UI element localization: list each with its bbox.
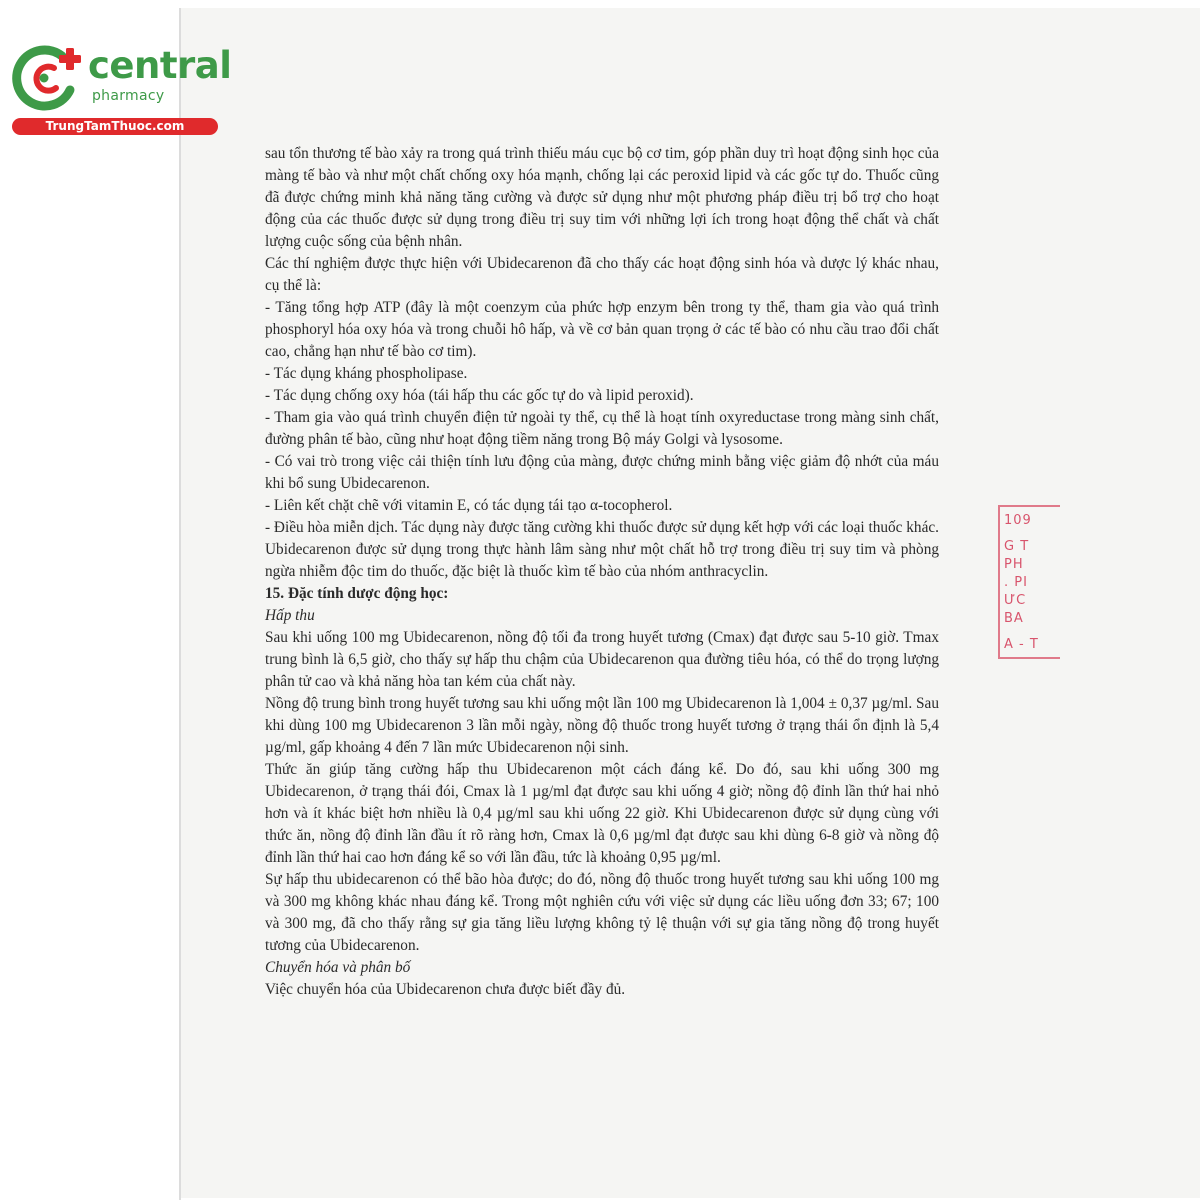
list-item: - Tác dụng chống oxy hóa (tái hấp thu các gốc tự do và lipid peroxid). xyxy=(265,387,694,404)
subheading-metabolism: Chuyển hóa và phân bố xyxy=(265,959,411,976)
stamp-text: G T xyxy=(1004,539,1030,554)
paragraph: Thức ăn giúp tăng cường hấp thu Ubidecarenon một cách đáng kể. Do đó, sau khi uống 300 mg Ubidecarenon, ở trạng thái đói, Cmax là 1 µg/ml đạt được sau khi uống 4 giờ; nồng độ đỉnh lần thứ hai nhỏ hơn và ít khác biệt hơn nhiều là 0,4 µg/ml sau khi uống 22 giờ. Khi Ubidecarenon được sử dụng cùng với thức ăn, nồng độ đỉnh lần đầu ít rõ ràng hơn, Cmax là 0,6 µg/ml đạt được sau khi dùng 6-8 giờ và nồng độ đỉnh lần thứ hai cao hơn đáng kể so với lần đầu, tức là khoảng 0,95 µg/ml. xyxy=(265,761,939,866)
paragraph: Nồng độ trung bình trong huyết tương sau khi uống một lần 100 mg Ubidecarenon là 1,004 ± 0,37 µg/ml. Sau khi dùng 100 mg Ubidecarenon 3 lần mỗi ngày, nồng độ thuốc trong huyết tương ở trạng thái ổn định là 5,4 µg/ml, gấp khoảng 4 đến 7 lần mức Ubidecarenon nội sinh. xyxy=(265,695,939,756)
logo-subtitle: pharmacy xyxy=(92,88,165,104)
list-item: - Tham gia vào quá trình chuyển điện tử ngoài ty thể, cụ thể là hoạt tính oxyreductase trong màng sinh chất, đường phân tế bào, cũng như hoạt động tiềm năng trong Bộ máy Golgi và lysosome. xyxy=(265,409,939,448)
official-stamp xyxy=(998,505,1039,665)
stamp-text: BA xyxy=(1004,611,1024,626)
logo-brand-text: central xyxy=(88,44,232,87)
section-heading: 15. Đặc tính dược động học: xyxy=(265,585,449,602)
list-item: - Tác dụng kháng phospholipase. xyxy=(265,365,468,382)
logo-site-url: TrungTamThuoc.com xyxy=(12,118,218,135)
paragraph: Sự hấp thu ubidecarenon có thể bão hòa được; do đó, nồng độ thuốc trong huyết tương sau khi uống 100 mg và 300 mg không khác nhau đáng kể. Trong một nghiên cứu với việc sử dụng các liều uống đơn 33; 67; 100 và 300 mg, đã cho thấy rằng sự gia tăng liều lượng không tỷ lệ thuận với sự gia tăng nồng độ trong huyết tương của Ubidecarenon. xyxy=(265,871,939,954)
list-item: - Có vai trò trong việc cải thiện tính lưu động của màng, được chứng minh bằng việc giảm độ nhớt của máu khi bổ sung Ubidecarenon. xyxy=(265,453,939,492)
stamp-text: ƯC xyxy=(1004,593,1027,608)
list-item: - Liên kết chặt chẽ với vitamin E, có tác dụng tái tạo α-tocopherol. xyxy=(265,497,673,514)
list-item: - Tăng tổng hợp ATP (đây là một coenzym của phức hợp enzym bên trong ty thể, tham gia vào quá trình phosphoryl hóa oxy hóa và trong chuỗi hô hấp, và về cơ bản quan trọng ở các tế bào có nhu cầu trao đổi chất cao, chẳng hạn như tế bào cơ tim). xyxy=(265,299,939,360)
paragraph: Ubidecarenon được sử dụng trong thực hành lâm sàng như một chất hỗ trợ trong điều trị suy tim và phòng ngừa nhiễm độc tim do thuốc, đặc biệt là thuốc kìm tế bào của nhóm anthracyclin. xyxy=(265,541,939,580)
paragraph: Việc chuyển hóa của Ubidecarenon chưa được biết đầy đủ. xyxy=(265,981,626,998)
stamp-text: . PI xyxy=(1004,575,1028,590)
list-item: - Điều hòa miễn dịch. Tác dụng này được tăng cường khi thuốc được sử dụng kết hợp với các loại thuốc khác. xyxy=(265,519,939,536)
stamp-text: 109 xyxy=(1004,513,1032,528)
central-pharmacy-logo[interactable] xyxy=(10,38,232,138)
paragraph: Các thí nghiệm được thực hiện với Ubidecarenon đã cho thấy các hoạt động sinh hóa và dược lý khác nhau, cụ thể là: xyxy=(265,255,939,294)
stamp-text: PH xyxy=(1004,557,1024,572)
paragraph: sau tổn thương tế bào xảy ra trong quá trình thiếu máu cục bộ cơ tim, góp phần duy trì hoạt động sinh học của màng tế bào và như một chất chống oxy hóa mạnh, chống lại các peroxid lipid và các gốc tự do. Thuốc cũng đã được chứng minh khả năng tăng cường và được sử dụng như một phương pháp điều trị bổ trợ cho hoạt động của các thuốc được sử dụng trong điều trị suy tim với những lợi ích trong hoạt động thể chất và chất lượng cuộc sống của bệnh nhân. xyxy=(265,145,939,250)
document-body xyxy=(265,143,939,1001)
left-margin xyxy=(0,0,180,1200)
paragraph: Sau khi uống 100 mg Ubidecarenon, nồng độ tối đa trong huyết tương (Cmax) đạt được sau 5-10 giờ. Tmax trung bình là 6,5 giờ, cho thấy sự hấp thu chậm của Ubidecarenon qua đường tiêu hóa, có thể do trọng lượng phân tử cao và khả năng hòa tan kém của chất này. xyxy=(265,629,939,690)
logo-mark-icon xyxy=(10,38,90,118)
subheading-absorption: Hấp thu xyxy=(265,607,315,624)
stamp-text: A - T xyxy=(1004,637,1039,652)
